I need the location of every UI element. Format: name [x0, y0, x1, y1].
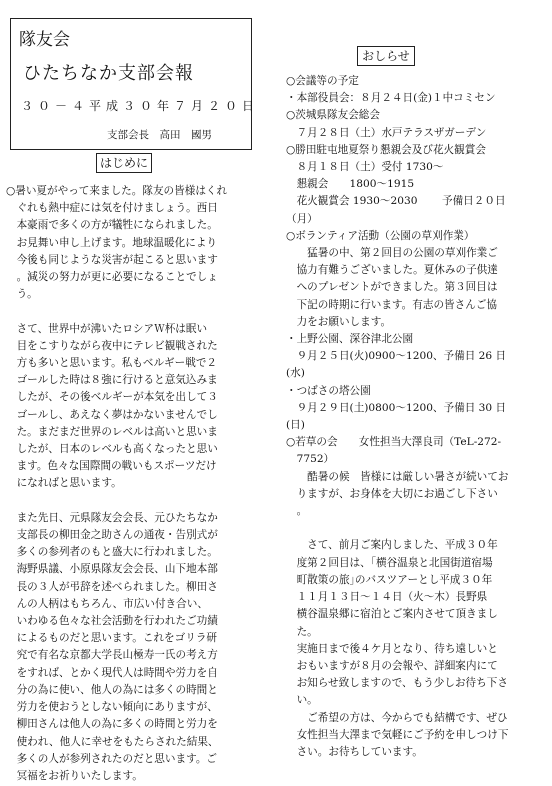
- text-line: ○暑い夏がやって来ました。隊友の皆様はくれ: [6, 185, 228, 197]
- newsletter-title: ひたちなか支部会報: [23, 63, 194, 84]
- text-line: になればと思います。: [6, 477, 122, 490]
- author: 支部会長 高田 國男: [107, 129, 212, 141]
- text-line: 実施日まで後４ケ月となり、待ち遠しいと: [286, 642, 498, 655]
- text-line: う。: [6, 288, 38, 301]
- title-box: [10, 18, 260, 150]
- text-line: 懇親会 1800～1915: [286, 178, 415, 191]
- text-line: 。減災の努力が更に必要になることでしょ: [6, 271, 218, 284]
- notices-column: [286, 73, 548, 761]
- text-line: 海野県議、小原県隊友会会長、山下地本部: [6, 563, 218, 576]
- text-line: [6, 303, 272, 320]
- text-line: 。: [286, 505, 308, 518]
- text-line: 冥福をお祈りいたします。: [6, 769, 143, 782]
- text-line: 分の為に使い、他人の為には多くの時間と: [6, 683, 218, 696]
- text-line: ７月２８日（土）水戸テラスザガーデン: [286, 126, 487, 139]
- text-line: いわゆる色々な社会活動を行われたご功績: [6, 615, 218, 628]
- text-line: た。: [286, 625, 318, 638]
- issue-date: ３０－４平成３０年７月２０日: [21, 99, 260, 113]
- text-line: りますが、お身体を大切にお過ごし下さい: [286, 487, 498, 500]
- text-line: た。まだまだ世界のレベルは高いと思いま: [6, 425, 218, 438]
- text-line: ご希望の方は、今からでも結構です、ぜひ: [286, 711, 508, 724]
- text-line: ・本部役員会：８月２４日(金)１中コミセン: [286, 92, 496, 105]
- text-line: (水): [286, 367, 305, 380]
- text-line: 長の３人が弔辞を述べられました。柳田さ: [6, 580, 218, 593]
- text-line: ゴールし、あえなく夢はかないませんでし: [6, 408, 218, 421]
- text-line: 度第２回目は、｢横谷温泉と北国街道宿場: [286, 556, 493, 569]
- text-line: へのプレゼントができました。第３回目は: [286, 281, 498, 294]
- text-line: ます。色々な国際間の戦いもスポーツだけ: [6, 460, 217, 473]
- text-line: (日): [286, 419, 305, 432]
- text-line: （月）: [286, 212, 318, 225]
- text-line: ○若草の会 女性担当大澤良司（TeL-272-: [286, 436, 502, 449]
- text-line: 労力を使おうとしない傾向にありますが、: [6, 701, 218, 714]
- text-line: さい。お待ちしています。: [286, 745, 423, 758]
- text-line: をすれば、とかく現代人は時間や労力を自: [6, 666, 218, 679]
- text-line: ８月１８日（土）受付 1730～: [286, 161, 444, 174]
- text-line: ぐれも熱中症には気を付けましょう。西日: [6, 202, 218, 215]
- text-line: によるものだと思います。これをゴリラ研: [6, 632, 218, 645]
- text-line: 7752）: [286, 453, 335, 466]
- text-line: ９月２９日(土)0800～1200、予備日 30 日: [286, 401, 507, 414]
- text-line: 女性担当大澤まで気軽にご予約を申しつけ下: [286, 728, 509, 741]
- text-line: ○勝田駐屯地夏祭り懇親会及び花火観賞会: [286, 143, 486, 156]
- text-line: んの人柄はもちろん、市広い付き合い、: [6, 597, 208, 610]
- text-line: 力をお願いします。: [286, 315, 392, 328]
- text-line: さて、前月ご案内しました、平成３０年: [286, 539, 498, 552]
- intro-column: [6, 183, 272, 785]
- text-line: 酷暑の候 皆様には厳しい暑さが続いてお: [286, 470, 509, 483]
- text-line: 多くの参列者のもと盛大に行われました。: [6, 546, 218, 559]
- text-line: 支部長の柳田金之助さんの通夜・告別式が: [6, 529, 218, 542]
- text-line: ・つばさの塔公園: [286, 384, 371, 397]
- text-line: お見舞い申し上げます。地球温暖化により: [6, 236, 218, 249]
- text-line: 目をこすりながら夜中にテレビ観戦された: [6, 339, 218, 352]
- text-line: [286, 520, 548, 537]
- text-line: 柳田さんは他人の為に多くの時間と労力を: [6, 718, 218, 731]
- text-line: １１月１３日～１４日（火～木）長野県: [286, 591, 488, 604]
- text-line: おもいますが８月の会報や、詳細案内にて: [286, 659, 498, 672]
- text-line: ○会議等の予定: [286, 75, 359, 87]
- text-line: 横谷温泉郷に宿泊とご案内させて頂きまし: [286, 608, 498, 621]
- text-line: 今後も同じような災害が起こると思います: [6, 253, 218, 266]
- text-line: お知らせ致しますので、もう少しお待ち下さ: [286, 677, 508, 690]
- text-line: 使われ、他人に幸せをもたらされた結果、: [6, 735, 219, 748]
- text-line: 花火観賞会 1930～2030 予備日２０日: [286, 195, 506, 208]
- text-line: したが、日本のレベルも高くなったと思い: [6, 443, 218, 456]
- text-line: 下記の時期に行います。有志の皆さんご協: [286, 298, 498, 311]
- text-line: また先日、元県隊友会会長、元ひたちなか: [6, 511, 218, 524]
- text-line: [6, 493, 272, 510]
- section-heading-intro: はじめに: [96, 153, 152, 173]
- text-line: さて、世界中が沸いたロシアＷ杯は眠い: [6, 322, 208, 335]
- text-line: 方も多いと思います。私もベルギー戦で２: [6, 357, 218, 370]
- text-line: 町散策の旅｣のバスツアーとし平成３０年: [286, 573, 493, 586]
- text-line: ・上野公園、深谷津北公園: [286, 333, 414, 346]
- section-heading-notices: おしらせ: [357, 46, 415, 66]
- text-line: い。: [286, 694, 318, 707]
- text-line: 協力有難うございました。夏休みの子供達: [286, 264, 498, 277]
- text-line: したが、その後ベルギーが本気を出して３: [6, 391, 218, 404]
- text-line: 猛暑の中、第２回目の公園の草刈作業ご: [286, 247, 498, 260]
- text-line: ９月２５日(火)0900～1200、予備日 26 日: [286, 350, 507, 363]
- text-line: 本豪雨で多くの方が犠牲になられました。: [6, 219, 218, 232]
- org-name: 隊友会: [19, 30, 70, 50]
- text-line: ○ボランティア活動（公園の草刈作業）: [286, 229, 475, 242]
- text-line: 多くの人が参列されたのだと思います。ご: [6, 752, 218, 765]
- text-line: ゴールした時は８強に行けると意気込みま: [6, 374, 218, 387]
- text-line: 究で有名な京都大学長山極寿一氏の考え方: [6, 649, 218, 662]
- text-line: ○茨城県隊友会総会: [286, 109, 380, 122]
